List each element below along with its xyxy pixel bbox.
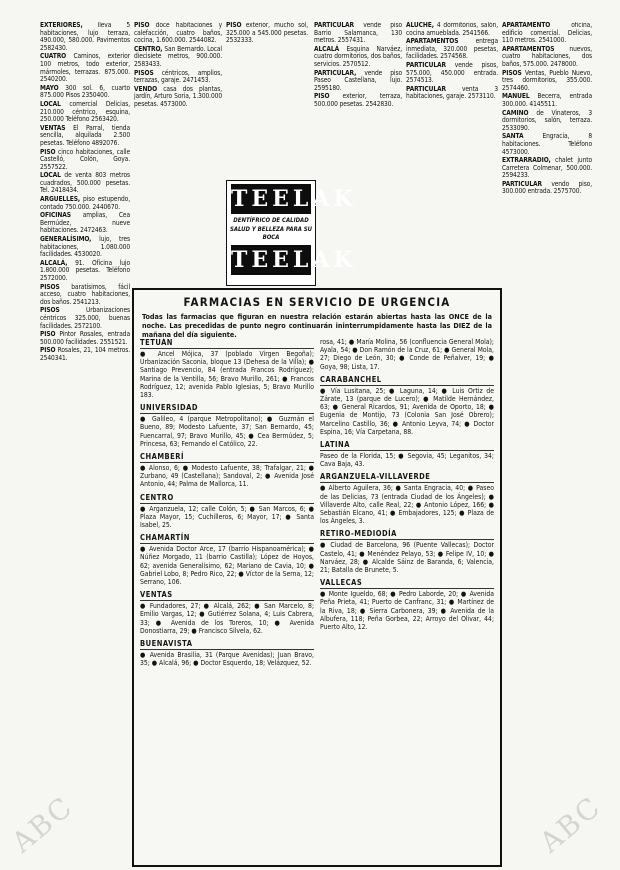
classified-ad-heading: LOCAL xyxy=(40,99,61,108)
classified-ad xyxy=(40,236,130,259)
classified-ad xyxy=(502,22,592,45)
pharmacy-district xyxy=(140,639,314,667)
district-name: BUENAVISTA xyxy=(140,639,314,650)
classified-ad xyxy=(502,133,592,156)
classified-ad xyxy=(406,62,498,85)
classified-ad-text: amplias, Cea Bermúdez, nueve habitaciones. 2472463. xyxy=(40,211,130,235)
ad-tagline-2: SALUD Y BELLEZA PARA SU BOCA xyxy=(229,226,313,241)
classified-ad-text: entrega inmediata, 320.000 pesetas, facilidades. 2574568. xyxy=(406,37,498,61)
classified-ad-text: casa dos plantas, jardín, Arturo Soria, 1.300.000 pesetas. 4573000. xyxy=(134,84,222,108)
classified-ad-text: de Vinateros, 3 dormitorios, salón, terraza. 2533090. xyxy=(502,108,592,132)
classified-ad xyxy=(40,196,130,211)
district-name: VENTAS xyxy=(140,590,314,601)
abc-watermark-left: ABC xyxy=(5,789,80,860)
classified-ad-text: venta 3 habitaciones, garaje. 2573110. xyxy=(406,84,498,101)
district-pharmacies: Paseo de la Florida, 15; ● Segovia, 45; Leganitos, 34; Cava Baja, 43. xyxy=(320,452,494,469)
classifieds-column-5 xyxy=(406,22,498,234)
classified-ad-heading: ARGUELLES, xyxy=(40,195,81,204)
classified-ad xyxy=(134,70,222,85)
classified-ad-text: Engracia, 8 habitaciones. Teléfono 4573000. xyxy=(502,132,592,156)
district-pharmacies: ● Ancel Mójica, 37 (poblado Virgen Begoña); Urbanización Saconia, bloque 13 (Dehesa de la Villa); ● Santiago Prevencio, 84 (entrada Francos Rodríguez); Marina de la Ventilla, 56; Bravo Murillo, 261; ● Francos Rodríguez, 12; avenida Pablo Iglesias, 5; Bravo Murillo 183. xyxy=(140,350,314,400)
pharmacy-district xyxy=(320,578,494,631)
classified-ad-heading: MAYO xyxy=(40,83,59,92)
classified-ad-text: vendo piso, 300.000 entrada. 2575700. xyxy=(502,179,592,196)
classified-ad-heading: PISO xyxy=(314,92,330,101)
district-pharmacies: ● Fundadores, 27; ● Alcalá, 262; ● San Marcelo, 8; Emilio Vargas, 12; ● Gutiérrez Solana, 4; Luis Cabrera, 33; ● Avenida de los Toreros, 10; ● Avenida Donostiarra, 29; ● Francisco Silvela, 62. xyxy=(140,602,314,635)
classified-ad xyxy=(40,347,130,362)
classified-ad xyxy=(502,46,592,69)
classified-ad-text: 4 dormitorios, salón, cocina amueblada. 2541566. xyxy=(406,22,498,37)
district-name: RETIRO-MEDIODÍA xyxy=(320,529,494,540)
classified-ad-text: Ventas, Pueblo Nuevo, tres dormitorios, 355.000. 2574460. xyxy=(502,68,592,92)
classified-ad xyxy=(40,85,130,100)
classified-ad-text: nuevos, cuatro habitaciones, dos baños, 575.000. 2478000. xyxy=(502,44,592,68)
classified-ad-heading: APARTAMENTOS xyxy=(406,37,459,46)
district-pharmacies: ● Alonso, 6; ● Modesto Lafuente, 38; Trafalgar, 21; ● Zurbano, 49 (Castellana); Sandoval, 2; ● Avenida José Antonio, 44; Palma de Mallorca, 11. xyxy=(140,464,314,489)
classified-ad-text: El Parral, tienda sencilla, alquilada 2.500 pesetas. Teléfono 4892076. xyxy=(40,123,130,147)
classified-ad xyxy=(502,181,592,196)
pharmacy-district xyxy=(320,529,494,574)
classified-ad-heading: PARTICULAR xyxy=(406,60,446,69)
classified-ad-text: vende pisos, 575.000, 450.000 entrada. 2574513. xyxy=(406,60,498,85)
classified-ad xyxy=(40,331,130,346)
classified-ad-text: lujo, tres habitaciones, 1.080.000 facilidades. 4530020. xyxy=(40,235,130,259)
classified-ad-heading: CAMINO xyxy=(502,108,529,117)
classified-ad xyxy=(502,157,592,180)
pharmacies-column-left xyxy=(140,338,314,861)
teelak-advertisement xyxy=(226,180,357,286)
classified-ad-heading: APARTAMENTO xyxy=(502,22,551,29)
district-pharmacies: ● Monte Igueldo, 68; ● Pedro Laborde, 20; ● Avenida Peña Prieta, 41; Puerto de Canfranc, 31; ● Martínez de la Riva, 18; ● Sierra Carbonera, 39; ● Avenida de la Albufera, 118; Peña Gorbea, 22; Arroyo del Olivar, 44; Puerto Alto, 12. xyxy=(320,590,494,632)
classifieds-column-6 xyxy=(502,22,592,852)
classified-ad-heading: ALUCHE, xyxy=(406,22,434,29)
classified-ad xyxy=(40,284,130,307)
classified-ad-text: San Bernardo. Local diecisiete metros, 900.000. 2583433. xyxy=(134,44,222,68)
classified-ad-heading: ALCALÁ xyxy=(314,44,340,53)
classified-ad xyxy=(40,22,130,52)
district-name: TETUÁN xyxy=(140,338,314,349)
district-name: LATINA xyxy=(320,440,494,451)
brand-logo-bottom: TEELAK xyxy=(231,247,357,273)
classified-ad-heading: SANTA xyxy=(502,132,524,141)
classified-ad xyxy=(314,93,402,108)
classified-ad-heading: PISOS xyxy=(40,306,60,315)
classified-ad xyxy=(314,70,402,93)
pharmacy-district xyxy=(140,590,314,635)
classified-ad-heading: ALCALÁ, xyxy=(40,258,68,267)
classified-ad-heading: GENERALÍSIMO, xyxy=(40,235,92,244)
district-pharmacies: ● Avenida Doctor Arce, 17 (barrio Hispanoamérica); ● Núñez Morgado, 11 (barrio Castilla); López de Hoyos, 62; avenida Generalísimo, 62; Mariano de Cavia, 10; ● Gabriel Lobo, 8; Pedro Rico, 22; ● Víctor de la Serna, 12; Serrano, 106. xyxy=(140,545,314,587)
pharmacy-district xyxy=(320,440,494,468)
pharmacy-district xyxy=(140,452,314,489)
pharmacy-district xyxy=(320,472,494,525)
classified-ad xyxy=(314,22,402,45)
classified-ad xyxy=(314,46,402,69)
classified-ad-text: Esquina Narváez, cuatro dormitorios, dos baños, servicios. 2570512. xyxy=(314,44,402,68)
classified-ad-text: baratísimos, fácil acceso, cuatro habitaciones, dos baños. 2541213. xyxy=(40,282,130,306)
classified-ad-text: 300 sol. 6, cuarto 875.000 Pisos 2350400. xyxy=(40,83,130,100)
classified-ad xyxy=(502,70,592,93)
pharmacy-district xyxy=(140,403,314,448)
classified-ad-text: Urbanizaciones céntricos 325.000, buenas facilidades. 2572100. xyxy=(40,306,130,330)
classified-ad-text: vende piso Paseo Castellana, lujo. 2595180. xyxy=(314,68,402,92)
classified-ad xyxy=(134,22,222,45)
classified-ad xyxy=(134,46,222,69)
classified-ad-text: Rosales, 21, 104 metros. 2540341. xyxy=(40,346,130,362)
classified-ad-heading: PARTICULAR xyxy=(502,179,542,188)
classified-ad xyxy=(226,22,308,45)
district-pharmacies: ● Avenida Brasilia, 31 (Parque Avenidas); Juan Bravo, 35; ● Alcalá, 96; ● Doctor Esquerdo, 18; Velázquez, 52. xyxy=(140,651,314,668)
classified-ad-heading: EXTRARRADIO, xyxy=(502,156,551,165)
classified-ad-heading: PISOS xyxy=(502,68,522,77)
classified-ad-text: doce habitaciones y calefacción, cuatro baños, cocina, 1.600.000. 2544082. xyxy=(134,22,222,45)
classified-ad xyxy=(502,110,592,133)
classified-ad-heading: APARTAMENTOS xyxy=(502,44,555,53)
classified-ad-heading: VENDO xyxy=(134,84,158,93)
abc-watermark-right: ABC xyxy=(533,789,608,860)
classified-ad xyxy=(502,93,592,108)
pharmacies-column-right xyxy=(320,338,494,861)
classified-ad-text: exterior, mucho sol, 325.000 a 545.000 pesetas. 2532333. xyxy=(226,22,308,45)
district-pharmacies: ● Alberto Aguilera, 36; ● Santa Engracia, 40; ● Paseo de las Delicias, 73 (entrada Ciudad de los Ángeles); ● Villaverde Alto, calle Real, 22; ● Antonio López, 166; ● Sebastián Elcano, 41; ● Embajadores, 125; ● Plaza de los Ángeles, 3. xyxy=(320,484,494,526)
classified-ad-text: cinco habitaciones, calle Castelló, Colón, Goya. 2557522. xyxy=(40,147,130,171)
pharmacy-district xyxy=(140,338,314,399)
classified-ad-text: chalet junto Carretera Colmenar, 500.000. 2594233. xyxy=(502,156,592,180)
classified-ad-heading: PARTICULAR xyxy=(314,22,354,29)
classified-ad-heading: PISOS xyxy=(40,282,60,291)
classified-ad xyxy=(40,260,130,283)
classified-ad xyxy=(406,38,498,61)
classified-ad-heading: LOCAL xyxy=(40,171,61,180)
classified-ad xyxy=(40,101,130,124)
pharmacies-box xyxy=(132,288,502,867)
classified-ad-text: Caminos, exterior 100 metros, todo exterior, mármoles, terrazas. 875.000. 2540200. xyxy=(40,52,130,84)
district-pharmacies: rosa, 41; ● María Molina, 56 (confluencia General Mola); Ayala, 54; ● Don Ramón de la Cruz, 61; ● General Mola, 27; Diego de León, 30; ● Conde de Peñalver, 19; ● Goya, 98; Lista, 17. xyxy=(320,338,494,371)
district-pharmacies: ● Ciudad de Barcelona, 96 (Puente Vallecas); Doctor Castelo, 41; ● Menéndez Pelayo, 53; ● Felipe IV, 10; ● Narváez, 28; ● Alcalde Sáinz de Baranda, 6; Valencia, 21; Batalla de Brunete, 5. xyxy=(320,541,494,575)
classified-ad xyxy=(134,86,222,109)
classified-ad-heading: PISO xyxy=(40,346,56,355)
classified-ad-heading: PARTICULAR, xyxy=(314,68,357,77)
classified-ad xyxy=(40,149,130,172)
classified-ad-heading: PISOS xyxy=(134,68,154,77)
classified-ad-heading: CUATRO xyxy=(40,52,67,61)
classified-ad xyxy=(40,307,130,330)
classified-ad xyxy=(40,212,130,235)
classified-ad-text: exterior, terraza, 500.000 pesetas. 2542830. xyxy=(314,92,402,108)
classified-ad-text: Becerra, entrada 300.000. 4145511. xyxy=(502,92,592,108)
pharmacies-title: FARMACIAS EN SERVICIO DE URGENCIA xyxy=(183,295,451,309)
classified-ad-text: céntricos, amplios, terrazas, garaje. 2471453. xyxy=(134,68,222,85)
district-name: CENTRO xyxy=(140,493,314,504)
classified-ad-heading: MANUEL xyxy=(502,92,530,101)
pharmacy-district xyxy=(320,338,494,371)
classified-ad-heading: OFICINAS xyxy=(40,211,71,220)
classified-ad xyxy=(406,22,498,37)
pharmacies-columns xyxy=(140,338,494,861)
classified-ad-heading: CENTRO, xyxy=(134,44,163,53)
classified-ad-text: 91. Oficina lujo 1.800.000 pesetas. Teléfono 2572000. xyxy=(40,258,130,282)
classified-ad-text: oficina, edificio comercial. Delicias, 110 metros. 2541000. xyxy=(502,22,592,45)
classified-ad-heading: PISO xyxy=(134,22,150,29)
classified-ad xyxy=(40,172,130,195)
classified-ad xyxy=(406,86,498,101)
district-name: ARGANZUELA-VILLAVERDE xyxy=(320,472,494,483)
classified-ad-heading: PISO xyxy=(40,330,56,339)
ad-tagline-1: DENTÍFRICO DE CALIDAD xyxy=(233,217,309,224)
district-name: VALLECAS xyxy=(320,578,494,589)
district-pharmacies: ● Galileo, 4 (parque Metropolitano); ● Guzmán el Bueno, 89; Modesto Lafuente, 37; San Bernardo, 45; Fuencarral, 97; Bravo Murillo, 45; ● Cea Bermúdez, 5; Princesa, 63; Fernando el Católico, 22. xyxy=(140,415,314,448)
classified-ad-heading: PISO xyxy=(40,147,56,156)
district-pharmacies: ● Vía Lusitana, 25; ● Laguna, 14; ● Luis Ortiz de Zárate, 13 (parque de Lucero); ● Matilde Hernández, 63; ● General Ricardos, 91; Avenida de Oporto, 18; ● Eugenia de Montijo, 73 (Colonia San José Obrero); Marcelino Castillo, 36; ● Antonio Leyva, 74; ● Doctor Espina, 16; Vía Carpetana, 88. xyxy=(320,386,494,436)
classifieds-column-2 xyxy=(134,22,222,234)
pharmacies-intro: Todas las farmacias que figuran en nuestra relación estarán abiertas hasta las ONCE de la noche. Las precedidas de punto negro continuarán ininterrumpidamente hasta las DIEZ de la mañana del día siguiente. xyxy=(142,312,492,339)
district-name: CHAMARTÍN xyxy=(140,533,314,544)
classifieds-column-3 xyxy=(226,22,308,72)
pharmacy-district xyxy=(140,533,314,586)
classified-ad-text: Pintor Rosales, entrada 500.000 facilidades. 2551521. xyxy=(40,330,130,346)
classified-ad-text: lleva 5 habitaciones, lujo terraza, 490.000, 580.000. Pavimentos 2582430. xyxy=(40,22,130,52)
classified-ad xyxy=(40,125,130,148)
district-name: UNIVERSIDAD xyxy=(140,403,314,414)
classified-ad-heading: EXTERIORES, xyxy=(40,22,83,29)
brand-logo-top: TEELAK xyxy=(231,186,357,212)
classified-ad-text: de venta 803 metros cuadrados, 500.000 pesetas. Tel. 2418434. xyxy=(40,171,130,195)
classified-ad-text: piso estupendo, contado 750.000. 2440670. xyxy=(40,195,130,211)
district-name: CARABANCHEL xyxy=(320,375,494,386)
classified-ad xyxy=(40,53,130,83)
district-pharmacies: ● Arganzuela, 12; calle Colón, 5; ● San Marcos, 6; ● Plaza Mayor, 15; Cuchilleros, 6; Mayor, 17; ● Santa Isabel, 25. xyxy=(140,504,314,530)
pharmacy-district xyxy=(320,375,494,436)
classified-ad-heading: PARTICULAR xyxy=(406,84,446,93)
classified-ad-heading: PISO xyxy=(226,22,242,29)
district-name: CHAMBERÍ xyxy=(140,452,314,463)
classified-ad-text: comercial Delicias, 210.000 céntrico, esquina, 250.000 Teléfono 2563420. xyxy=(40,99,130,124)
classifieds-column-1 xyxy=(40,22,130,852)
pharmacy-district xyxy=(140,493,314,530)
classified-ad-text: vende piso Barrio Salamanca, 130 metros. 2557431. xyxy=(314,22,402,45)
classified-ad-heading: VENTAS xyxy=(40,123,66,132)
